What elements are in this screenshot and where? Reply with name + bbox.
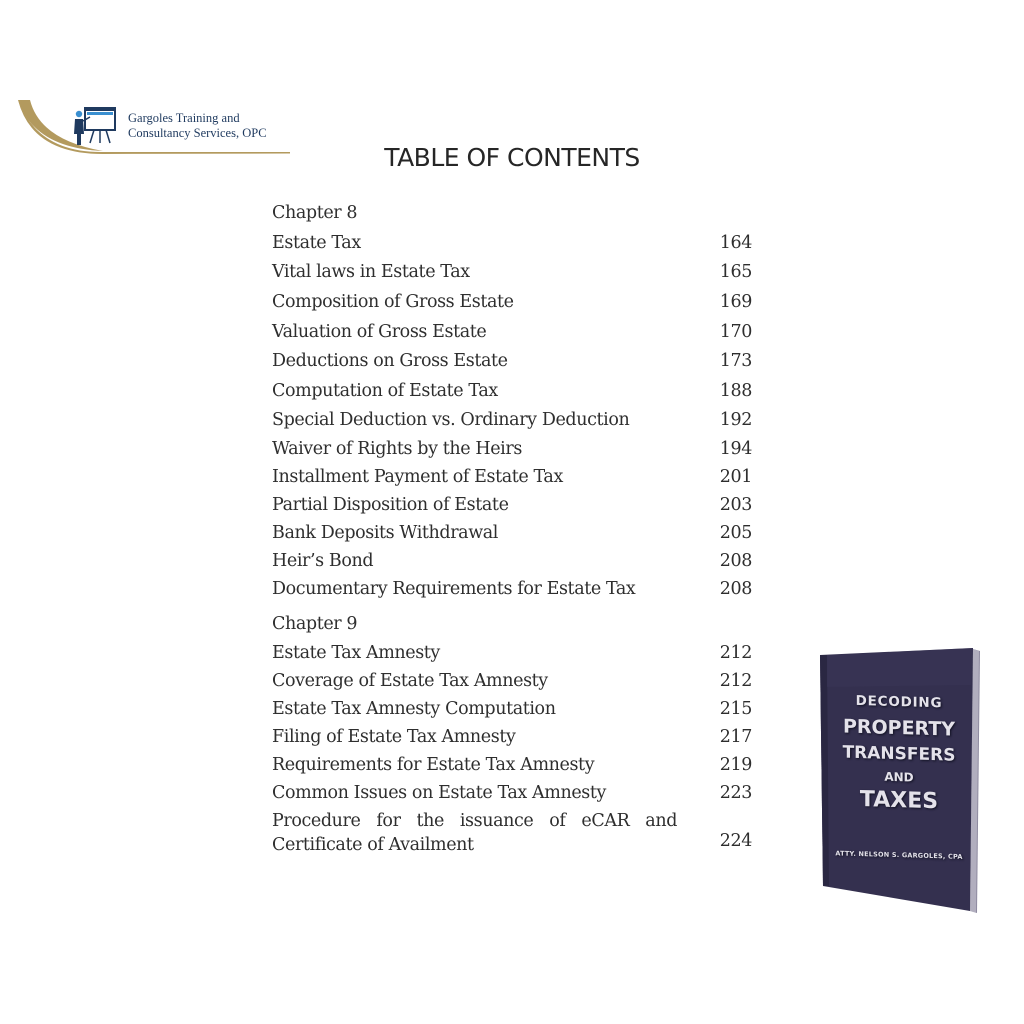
toc-entry <box>272 639 752 667</box>
toc-entry-label: Composition of Gross Estate <box>272 291 514 312</box>
toc-entry-label: Valuation of Gross Estate <box>272 321 487 342</box>
toc-entry <box>272 228 752 258</box>
toc-entry-page: 208 <box>719 551 752 572</box>
toc-entry-label: Estate Tax Amnesty Computation <box>272 699 556 720</box>
toc-entry-label: Installment Payment of Estate Tax <box>272 467 563 488</box>
toc-entry-page: 203 <box>719 495 752 516</box>
toc-entry-label: Documentary Requirements for Estate Tax <box>272 579 636 600</box>
presenter-board-icon <box>74 107 116 145</box>
toc-entry-page: 188 <box>719 380 752 401</box>
toc-entry-label: Filing of Estate Tax Amnesty <box>272 727 516 748</box>
toc-entry-page: 165 <box>719 262 752 283</box>
toc-entry <box>272 258 752 288</box>
toc-entry <box>272 491 752 519</box>
toc-entry-page: 205 <box>719 523 752 544</box>
toc-entry <box>272 575 752 603</box>
toc-entry-page: 173 <box>719 351 752 372</box>
toc-entry-label: Partial Disposition of Estate <box>272 495 509 516</box>
toc-entry-label: Estate Tax <box>272 232 361 253</box>
toc-entry-page: 223 <box>719 783 752 804</box>
book-title-line3: TRANSFERS <box>842 742 956 766</box>
toc-entry <box>272 809 752 859</box>
brand-name-line1: Gargoles Training and <box>128 111 240 125</box>
book-title-line4: AND <box>884 769 914 785</box>
toc-entry <box>272 346 752 376</box>
toc-entry-label: Vital laws in Estate Tax <box>272 262 470 283</box>
toc-entry-label: Waiver of Rights by the Heirs <box>272 439 522 460</box>
toc-entry-page: 192 <box>719 410 752 431</box>
brand-name <box>128 111 267 141</box>
toc-entry <box>272 435 752 463</box>
book-title-line1: DECODING <box>855 692 943 712</box>
toc-entry <box>272 463 752 491</box>
toc-entry-label: Requirements for Estate Tax Amnesty <box>272 755 595 776</box>
book-cover-text <box>824 650 974 912</box>
toc-entry-page: 219 <box>719 755 752 776</box>
chapter-heading: Chapter 8 <box>272 203 358 223</box>
toc-entry <box>272 779 752 807</box>
toc-entry <box>272 376 752 406</box>
toc-entry <box>272 723 752 751</box>
toc-entry-page: 212 <box>719 671 752 692</box>
toc-entry <box>272 695 752 723</box>
toc-entry-page: 208 <box>719 579 752 600</box>
book-cover-image <box>815 645 985 915</box>
toc-entry <box>272 667 752 695</box>
toc-entry-label: Estate Tax Amnesty <box>272 643 440 664</box>
toc-entry-label: Coverage of Estate Tax Amnesty <box>272 671 548 692</box>
toc-entry-label: Deductions on Gross Estate <box>272 351 508 372</box>
toc-entry-page: 224 <box>719 831 752 852</box>
toc-entry <box>272 519 752 547</box>
toc-entry-page: 212 <box>719 643 752 664</box>
book-title-line5: TAXES <box>859 787 939 815</box>
toc-entry-label: Heir’s Bond <box>272 551 374 572</box>
toc-entry-page: 194 <box>719 439 752 460</box>
toc-entry-page: 170 <box>719 321 752 342</box>
chapter-heading: Chapter 9 <box>272 614 358 635</box>
brand-name-line2: Consultancy Services, OPC <box>128 126 267 140</box>
toc-entry-page: 217 <box>719 727 752 748</box>
toc-entry-label: Common Issues on Estate Tax Amnesty <box>272 783 607 804</box>
toc-entry-label: Procedure for the issuance of eCAR and Certificate of Availment <box>272 811 677 856</box>
toc-entry <box>272 406 752 436</box>
toc-entry <box>272 287 752 317</box>
toc-entry-label: Bank Deposits Withdrawal <box>272 523 499 544</box>
book-title-line2: PROPERTY <box>842 715 956 741</box>
toc-entry <box>272 751 752 779</box>
toc-entry <box>272 547 752 575</box>
toc-entry-label: Computation of Estate Tax <box>272 380 498 401</box>
page-title: TABLE OF CONTENTS <box>384 143 640 172</box>
toc-entry-page: 164 <box>719 232 752 253</box>
toc-entry-label: Special Deduction vs. Ordinary Deduction <box>272 410 630 431</box>
table-of-contents <box>272 198 752 859</box>
book-author: ATTY. NELSON S. GARGOLES, CPA <box>835 849 963 861</box>
toc-entry-page: 201 <box>719 467 752 488</box>
toc-entry <box>272 317 752 347</box>
toc-entry-page: 215 <box>719 699 752 720</box>
toc-entry-page: 169 <box>719 291 752 312</box>
